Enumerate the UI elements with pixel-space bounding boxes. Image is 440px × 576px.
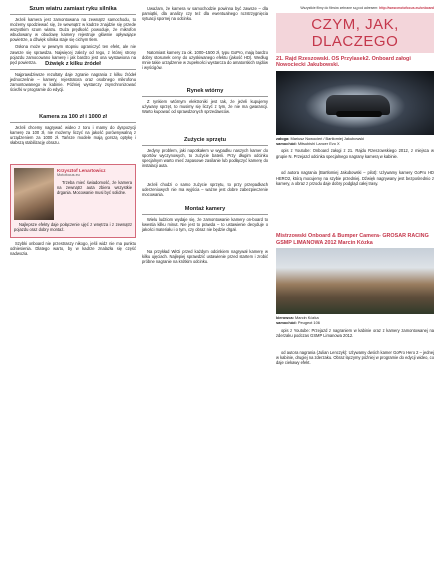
section-heading: Kamera za 100 zł i 1000 zł [10,114,136,123]
video-credits [276,137,434,147]
car-value: Mitsubishi Lancer Evo X [297,140,340,146]
article-text [142,148,268,182]
links-note [276,6,434,10]
paragraph: Jedyny problem, jaki napotkałem w wypadku naszych kamer do sportów wyczynowych, to zużycie baterii. Przy długim odcinku specjalnym warto mieć zapasowe zasilanie lub podłączyć kamerę do instalacji auta. [142,148,268,169]
section-heading: Szum wiatru zamiast ryku silnika [10,6,136,15]
quote-text: Trzeba mieć świadomość, że kamera na zewnątrz auta zbiera wszystkie drgania. Mocowanie musi być solidne. [57,180,132,196]
article-text [10,241,136,281]
paragraph: opis z Youtube: Onboard załogi z 21. Rajdu Rzeszowskiego 2012, z miejsca w grupie N. Przejazd odcinka specjalnego nagrany kamerą w kabinie. [276,148,434,159]
author-photo [14,168,54,220]
paragraph: Szybki onboard nie przestraszy nikogo, jeśli widz nie ma punktu odniesienia. Dlatego warto, by w kadrze znalazła się część nadwozia. [10,241,136,257]
crew-label: załoga: [276,135,290,141]
quote-text: Najlepsze efekty daje połączenie ujęć z wnętrza i z zewnątrz pojazdu oraz dobry montaż. [14,222,132,233]
article-text [142,217,268,249]
article-text [142,50,268,86]
paragraph: Wielu ludziom wydaje się, że zamontowanie kamery on-board to kwestia kilku minut. Nie jest to prawda – to ustawienie decyduje o jakości materiału i o tym, czy obraz nie będzie drgał. [142,217,268,233]
crew-value: Mariusz Nowocień / Bartłomiej Jakubowski [290,135,365,141]
article-text [142,99,268,135]
column-right [276,6,434,396]
column-left [10,6,136,281]
car-value: Peugeot 106 [297,320,320,326]
article-text [10,125,136,161]
expert-quote-box [10,164,136,238]
paragraph: od autora nagrania (Bartłomiej Jakubowski – pilot): Używamy kamery GoPro HD HERO2, którą mocujemy na szybie przedniej. Dźwięk nagrywany jest bezpośrednio z kamery, a obraz z przodu daje dobry podgląd całej trasy. [276,170,434,186]
quote-role: Motofocus.eu [57,173,80,178]
driver-value: Marcin Kózka [295,315,319,321]
column-middle [142,6,268,281]
paragraph: Osłona może w pewnym stopniu ograniczyć ten efekt, ale nie zawsze się sprawdza. Najwięcej zależy od tego, z której strony pojazdu zamocowano kamerę i jak bardzo jest ona wystawiona na pęd powietrza. [10,44,136,65]
section-heading: Zużycie sprzętu [142,137,268,146]
driver-label: kierowca: [276,315,294,321]
paragraph: Z rynkiem wtórnym elektroniki jest tak, że jeżeli kupujemy używany sprzęt, to musimy się liczyć z tym, że nie ma gwarancji. Warto kupować od sprawdzonych sprzedawców. [142,99,268,115]
quote-intro [57,168,132,220]
car-silhouette [326,95,390,115]
article-text [142,6,268,50]
section-title: CZYM, JAK, DLACZEGO [276,13,434,53]
paragraph: opis z Youtube: Przejazd z nagraniem w kabinie oraz z kamery zamontowanej na zderzaku podczas GSMP Limanowa 2012. [276,327,434,338]
onboard-video-thumbnail[interactable] [276,71,434,135]
bumper-video-thumbnail[interactable] [276,248,434,314]
video-credits [276,316,434,326]
paragraph: od autora nagrania (Julian Lenczyk): Używamy dwóch kamer GoPro Hero 2 – jednej w kabinie, drugiej na zderzaku. Obraz łączymy później w programie do edycji wideo, co daje ciekawy efekt. [276,349,434,365]
paragraph: Jeżeli chodzi o samo zużycie sprzętu, to przy przepadkach uderzeniowych nie ma wyjścia – ważne jest dobre zabezpieczenie mocowania. [142,182,268,198]
paragraph: Uważam, że kamera w samochodzie powinna być zawsze – dla pamiątki, dla analizy czy też dla ewentualnego rozstrzygnięcia sytuacji spornej na odcinku. [142,6,268,22]
links-url[interactable]: http://www.motofocus.eu/onboard [379,6,434,10]
video-description [276,328,434,350]
video-title: Mistrzowski Onboard & Bumper Camera- GROSAR RACING GSMP LIMANOWA 2012 Marcin Kózka [276,233,429,246]
video-title: 21. Rajd Rzeszowski. OS Przylasek2. Onboard załogi Nowociecki Jakubowski. [276,56,411,69]
car-label: samochód: [276,320,297,326]
paragraph: Jeżeli chcemy nagrywać wideo z toru i mamy do dyspozycji kamerę za 100 zł, nie możemy liczyć na jakość porównywalną z urządzeniem za 1000 zł. Tańsze modele mają gorszą optykę i słabszą stabilizację obrazu. [10,125,136,146]
author-comment [276,170,434,230]
links-note-text: Wszystkie filmy do filmów zebrane są pod adresem: [300,6,379,10]
article-text [142,249,268,281]
article-text [10,72,136,112]
section-heading: Montaż kamery [142,206,268,215]
quote-author: Krzysztof Lenartowicz [57,168,106,173]
paragraph: Na przykład WiGi przed każdym odcinkiem nagrywał kamerę w kilku ujęciach. Najlepiej sprawdzić ustawienie przed startem i zrobić próbne nagranie na krótkim odcinku. [142,249,268,265]
quote-header [14,168,132,220]
article-text [142,182,268,204]
section-heading: Dźwięk z kilku źródeł [10,61,136,70]
section-heading: Rynek wtórny [142,88,268,97]
paragraph: Najprawdziwsze rezultaty daje zgranie nagrania z kilku źródeł jednocześnie – kamery, rejestratora oraz osobnego mikrofonu zamontowanego w kabinie. Później wystarczy zsynchronizować ścieżki w programie do edycji. [10,72,136,93]
car-label: samochód: [276,140,297,146]
paragraph: Natomiast kamery za ok. 1000–1500 zł, typu GoPro, mają bardzo dobry stosunek ceny do uzyskiwanego efektu (jakość HD). Według mnie takie urządzenie w zupełności wystarcza do amatorskich rajdów i wyścigów. [142,50,268,71]
author-comment [276,350,434,396]
paragraph: Jeżeli kamera jest zamontowana na zewnątrz samochodu, to możemy spodziewać się, że wewnątrz w kadrze znajdzie się przede wszystkim szum wiatru. Duża prędkość powoduje, że mikrofon wbudowany w obudowę kamery rejestruje głównie opływające powietrze, a dźwięk silnika staje się cichym tłem. [10,17,136,43]
video-description [276,148,434,170]
